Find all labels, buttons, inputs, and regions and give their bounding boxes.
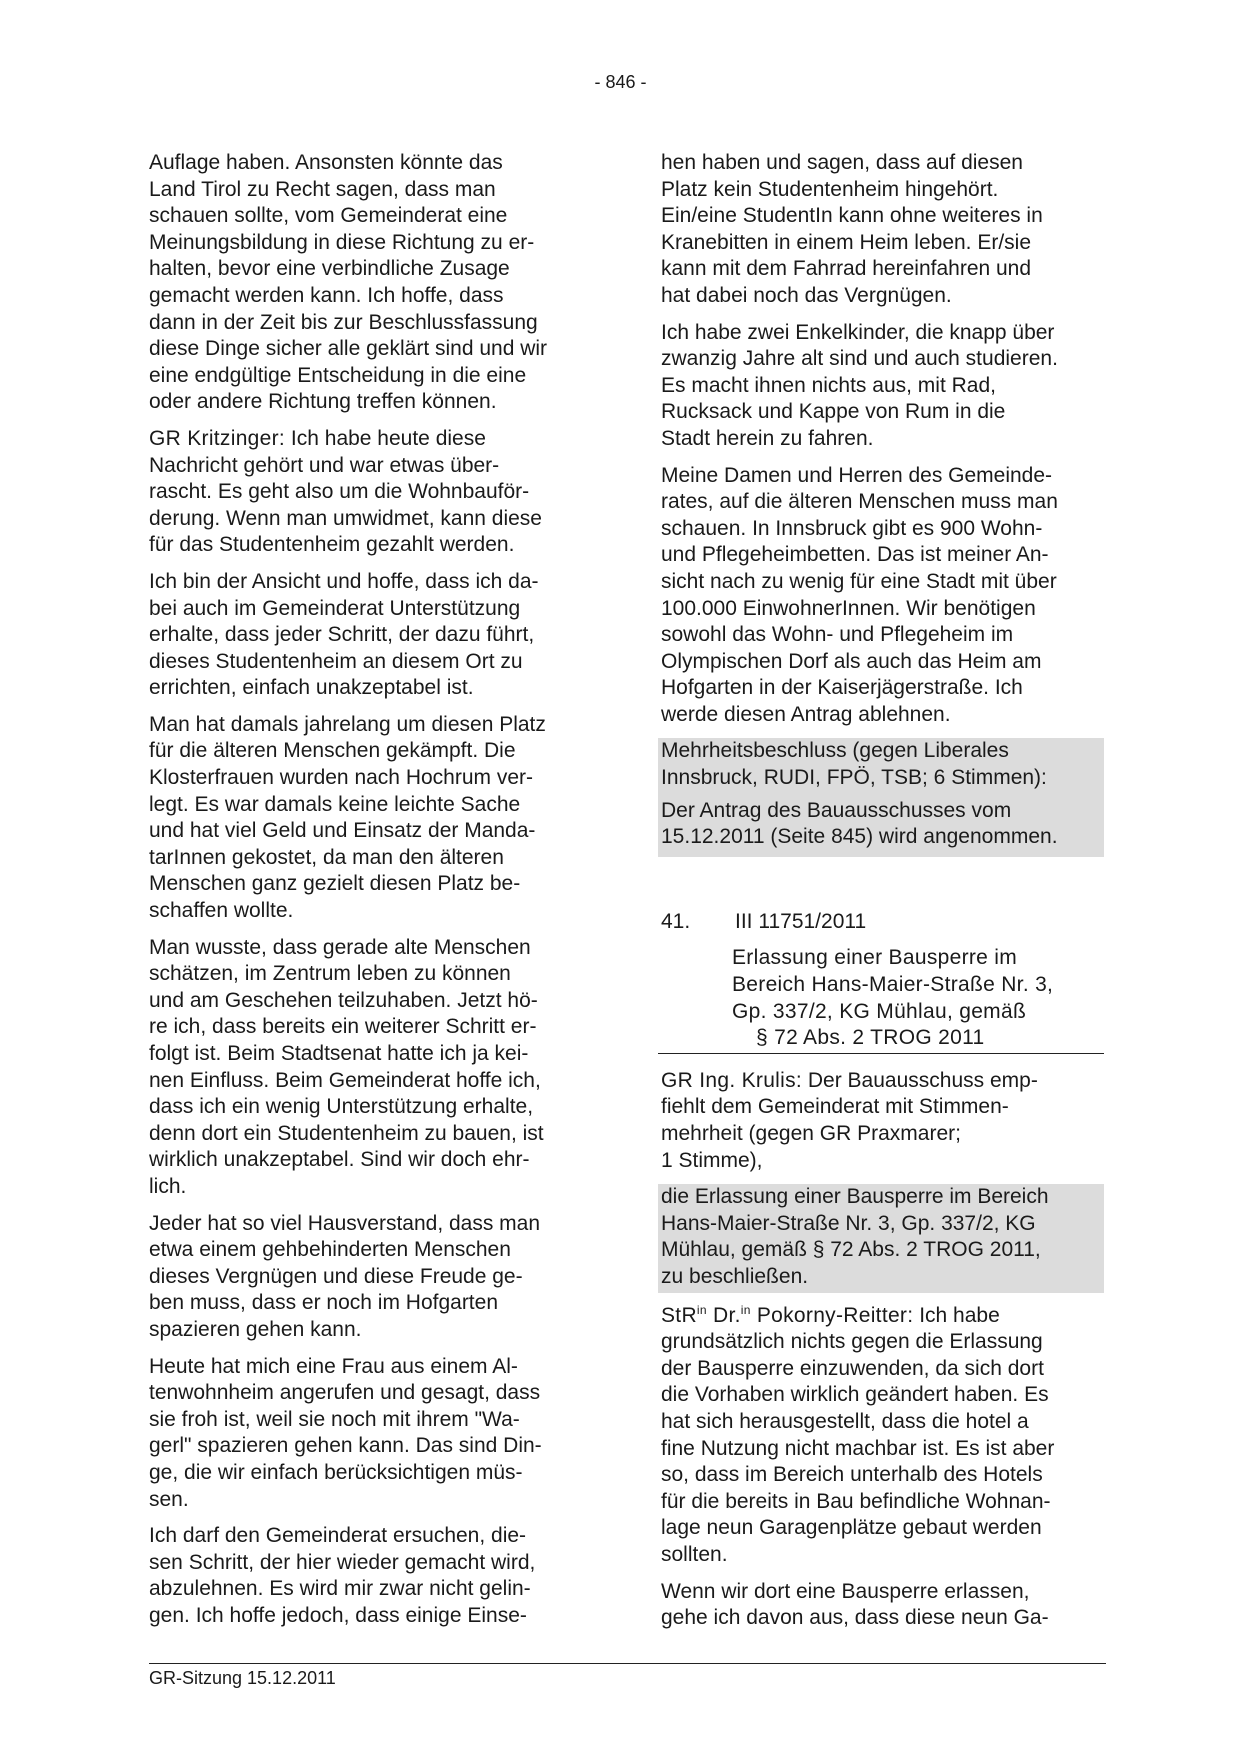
agenda-item-header (661, 909, 1105, 936)
paragraph: Auflage haben. Ansonsten könnte das Land Tirol zu Recht sagen, dass man schauen sollte, vom Gemeinderat eine Meinungsbildung in diese Richtung zu er- halten, bevor eine verbindliche Zusage gemacht werden kann. Ich hoffe, dass dann in der Zeit bis zur Beschlussfassung diese Dinge sicher alle geklärt sind und wir eine endgültige Entscheidung in die eine oder andere Richtung treffen können. (149, 151, 548, 414)
paragraph: Ich bin der Ansicht und hoffe, dass ich da- bei auch im Gemeinderat Unterstützung erhalte, dass jeder Schritt, der dazu führt, dieses Studentenheim an diesem Ort zu errichten, einfach unakzeptabel ist. (149, 569, 539, 700)
paragraph-pokorny-reitter: StR$^{in}$ Dr.$^{in}$ Pokorny-Reitter: Ich habe grundsätzlich nichts gegen die Erlassung der Bausperre einzuwenden, da sich dort die Vorhaben wirklich geändert haben. Es hat sich herausgestellt, dass die hotel a fine Nutzung nicht machbar ist. Es ist aber so, dass im Bereich unterhalb des Hotels für die bereits in Bau befindliche Wohnan- lage neun Garagenplätze gebaut werden sollten. (661, 1302, 1055, 1566)
paragraph: Ich darf den Gemeinderat ersuchen, die- sen Schritt, der hier wieder gemacht wird, abzulehnen. Es wird mir zwar nicht gelin- gen. Ich hoffe jedoch, dass einige Einse- (149, 1524, 536, 1627)
speaker-name: StR$^{in}$ Dr.$^{in}$ Pokorny-Reitter: (661, 1302, 914, 1327)
resolution-label: Mehrheitsbeschluss (gegen Liberales Innsbruck, RUDI, FPÖ, TSB; 6 Stimmen): (661, 739, 1047, 790)
left-column (149, 150, 589, 1639)
paragraph: Man wusste, dass gerade alte Menschen schätzen, im Zentrum leben zu können und am Geschehen teilzuhaben. Jetzt hö- re ich, dass bereits ein weiterer Schritt er- folgt ist. Beim Stadtsenat hatte ich ja kei- nen Einfluss. Beim Gemeinderat hoffe ich, dass ich ein wenig Unterstützung erhalte, denn dort ein Studentenheim zu bauen, ist wirklich unakzeptabel. Sind wir doch ehr- lich. (149, 935, 544, 1198)
paragraph: Wenn wir dort eine Bausperre erlassen, gehe ich davon aus, dass diese neun Ga- (661, 1579, 1049, 1630)
footer-session-label: GR-Sitzung 15.12.2011 (149, 1668, 336, 1688)
speaker-name: GR Kritzinger: (149, 426, 286, 450)
footer-divider (149, 1663, 1106, 1664)
agenda-item-number: 41. (661, 909, 691, 933)
paragraph-krulis: GR Ing. Krulis: Der Bauausschuss emp- fiehlt dem Gemeinderat mit Stimmen- mehrheit (gegen GR Praxmarer; 1 Stimme), (661, 1068, 1038, 1172)
agenda-item-reference: III 11751/2011 (735, 909, 867, 933)
resolution-text: Der Antrag des Bauausschusses vom 15.12.2011 (Seite 845) wird angenommen. (661, 798, 1058, 849)
paragraph: Ich habe zwei Enkelkinder, die knapp über zwanzig Jahre alt sind und auch studieren. Es macht ihnen nichts aus, mit Rad, Rucksack und Kappe von Rum in die Stadt herein zu fahren. (661, 320, 1058, 450)
paragraph: Jeder hat so viel Hausverstand, dass man etwa einem gehbehinderten Menschen dieses Vergnügen und diese Freude ge- ben muss, dass er noch im Hofgarten spazieren gehen kann. (149, 1211, 541, 1341)
resolution-box (658, 738, 1104, 856)
paragraph-kritzinger: GR Kritzinger: Ich habe heute diese Nachricht gehört und war etwas über- rascht. Es geht also um die Wohnbauför- derung. Wenn man umwidmet, kann diese für das Studentenheim gezahlt werden. (149, 426, 542, 557)
right-column (661, 150, 1105, 1642)
agenda-item-title: Erlassung einer Bausperre im Bereich Hans-Maier-Straße Nr. 3, Gp. 337/2, KG Mühlau, gemäß § 72 Abs. 2 TROG 2011 (658, 945, 1104, 1053)
paragraph: hen haben und sagen, dass auf diesen Platz kein Studentenheim hingehört. Ein/eine StudentIn kann ohne weiteres in Kranebitten in einem Heim leben. Er/sie kann mit dem Fahrrad hereinfahren und hat dabei noch das Vergnügen. (661, 151, 1043, 307)
paragraph: Man hat damals jahrelang um diesen Platz für die älteren Menschen gekämpft. Die Klosterfrauen wurden nach Hochrum ver- legt. Es war damals keine leichte Sache und hat viel Geld und Einsatz der Manda- tarInnen gekostet, da man den älteren Menschen ganz gezielt diesen Platz be- schaffen wollte. (149, 712, 546, 923)
speaker-name: GR Ing. Krulis: (661, 1068, 803, 1092)
page-number: - 846 - (594, 72, 647, 92)
paragraph: Meine Damen und Herren des Gemeinde- rates, auf die älteren Menschen muss man schauen. In Innsbruck gibt es 900 Wohn- und Pflegeheimbetten. Das ist meiner An- sicht nach zu wenig für eine Stadt mit über 100.000 EinwohnerInnen. Wir benötigen sowohl das Wohn- und Pflegeheim im Olympischen Dorf als auch das Heim am Hofgarten in der Kaiserjägerstraße. Ich werde diesen Antrag ablehnen. (661, 463, 1058, 726)
paragraph: Heute hat mich eine Frau aus einem Al- tenwohnheim angerufen und gesagt, dass sie froh ist, weil sie noch mit ihrem "Wa- gerl" spazieren gehen kann. Das sind Din- ge, die wir einfach berücksichtigen müs- sen. (149, 1354, 542, 1511)
motion-text: die Erlassung einer Bausperre im Bereich Hans-Maier-Straße Nr. 3, Gp. 337/2, KG Mühlau, gemäß § 72 Abs. 2 TROG 2011, zu beschließen. (661, 1185, 1049, 1288)
motion-box (658, 1184, 1104, 1292)
